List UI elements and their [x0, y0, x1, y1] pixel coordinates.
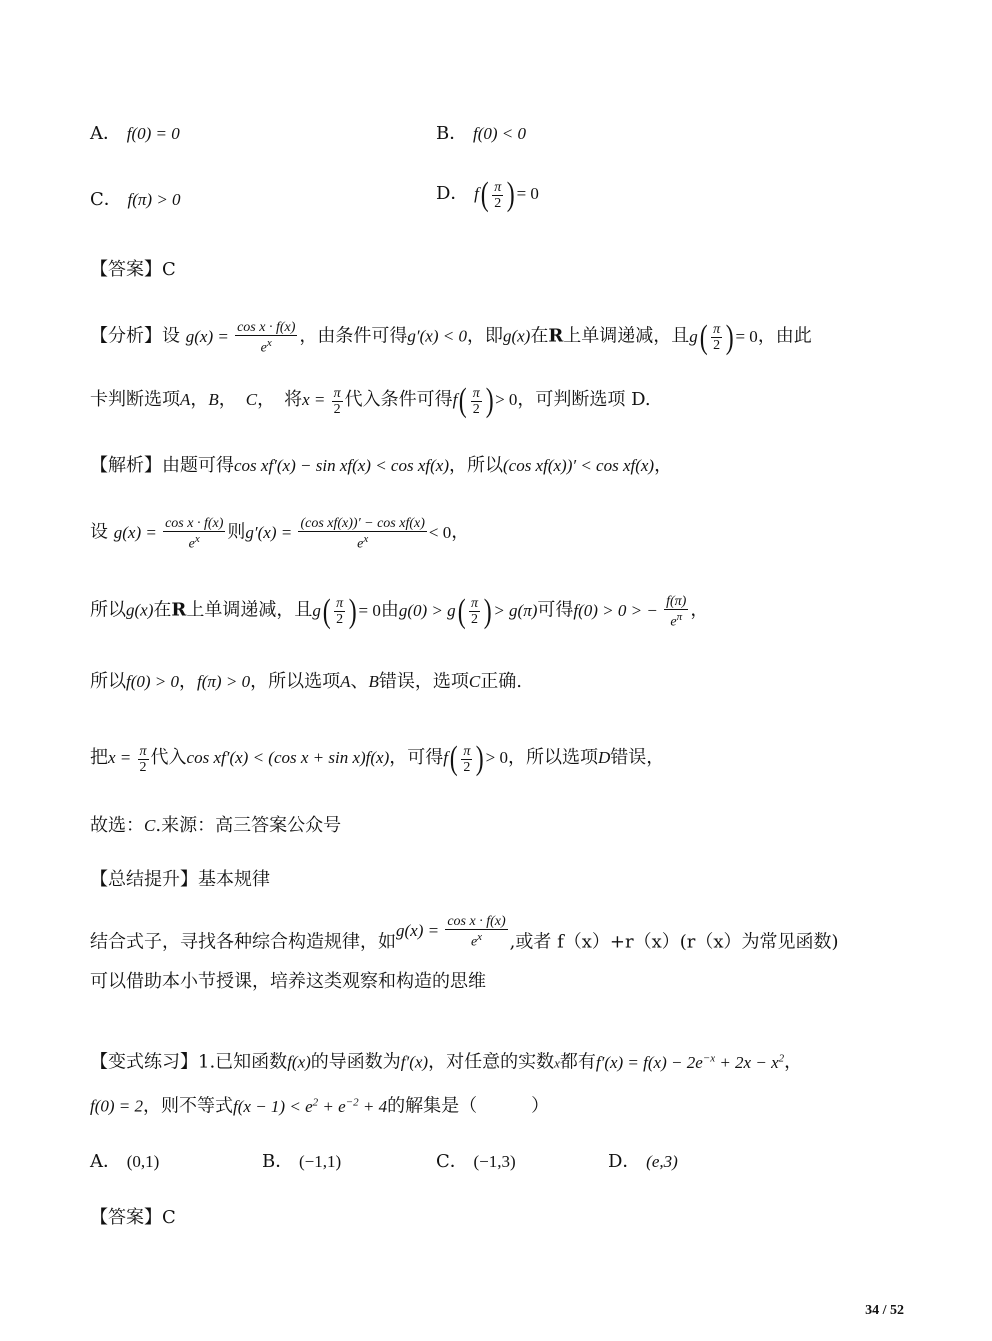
variant-option-d: D． (e,3) [608, 1151, 678, 1172]
option-a: A． f(0) = 0 [90, 123, 180, 144]
option-a-expr: f(0) = 0 [126, 124, 180, 143]
variant-line-2: f(0) = 2，则不等式$f(x - 1) < e^2 + e^{-2} + 4$的解集是（ ） [90, 1095, 550, 1117]
option-d: D． f( $\frac{\pi}{2}$ )= 0 [436, 176, 539, 213]
summary-line-2: 可以借助本小节授课，培养这类观察和构造的思维 [90, 971, 486, 992]
solution-line-1: 【解析】由题可得cos xf′(x) − sin xf(x) < cos xf(x)，所以(cos xf(x))′ < cos xf(x)， [90, 455, 673, 476]
analysis-line-1: 【分析】设 g(x) = $\frac{\text{cos x · f(x)}}{e^x}$ ，由条件可得g′(x) < 0，即g(x)在R上单调递减，且g( $\frac{\pi}{2}$ )= 0，由此 [90, 318, 812, 356]
variant-option-c: C． (−1,3) [436, 1151, 516, 1172]
option-b-expr: f(0) < 0 [472, 124, 526, 143]
answer-2: 【答案】C [90, 1207, 176, 1228]
formula-g-def: g(x) = $\frac{\text{cos x · f(x)}}{e^x}$ [185, 320, 296, 356]
solution-line-4: 所以f(0) > 0，f(π) > 0，所以选项A、B错误，选项C正确. [90, 671, 522, 692]
option-c: C． f(π) > 0 [90, 189, 181, 210]
option-d-expr: f( $\frac{\pi}{2}$ )= 0 [474, 176, 539, 213]
summary-heading: 【总结提升】基本规律 [90, 869, 270, 890]
solution-choose: 故选：C.来源：高三答案公众号 [90, 815, 342, 836]
solution-line-3: 所以g(x)在R上单调递减，且g( $\frac{\pi}{2}$ )= 0由g(0) > g( $\frac{\pi}{2}$ )> g(π)可得f(0) > 0 > − $\frac{f(\pi)}{e^\pi}$ ， [90, 592, 709, 630]
page-number: 34 / 52 [865, 1303, 904, 1318]
summary-line-1: 结合式子，寻找各种综合构造规律，如g(x) = $\frac{\text{cos x · f(x)}}{e^x}$ ,或者 f（x）+r（x）(r（x）为常见函数) [90, 914, 839, 953]
variant-line-1: 【变式练习】1.已知函数f(x)的导函数为f′(x)，对任意的实数x都有$f'(x) = f(x) - 2e^{-x} + 2x - x^2$， [90, 1051, 803, 1073]
solution-line-5: 把x = $\frac{\pi}{2}$ 代入cos xf′(x) < (cos x + sin x)f(x)，可得f( $\frac{\pi}{2}$ )> 0，所以选项D错误， [90, 740, 665, 777]
variant-option-b: B． (−1,1) [262, 1151, 342, 1172]
option-b: B． f(0) < 0 [436, 123, 526, 144]
analysis-line-2: 卡判断选项A，B， C， 将x = $\frac{\pi}{2}$ 代入条件可得f( $\frac{\pi}{2}$ )> 0，可判断选项 D. [90, 382, 651, 419]
solution-line-2: 设 g(x) = $\frac{\text{cos x · f(x)}}{e^x}$ 则g′(x) = $\frac{\text{(cos xf(x))′ − cos xf(x)}}{e^x}$ < 0， [90, 516, 470, 552]
answer-1: 【答案】C [90, 259, 176, 280]
variant-option-a: A． (0,1) [90, 1151, 160, 1172]
option-c-expr: f(π) > 0 [127, 190, 181, 209]
